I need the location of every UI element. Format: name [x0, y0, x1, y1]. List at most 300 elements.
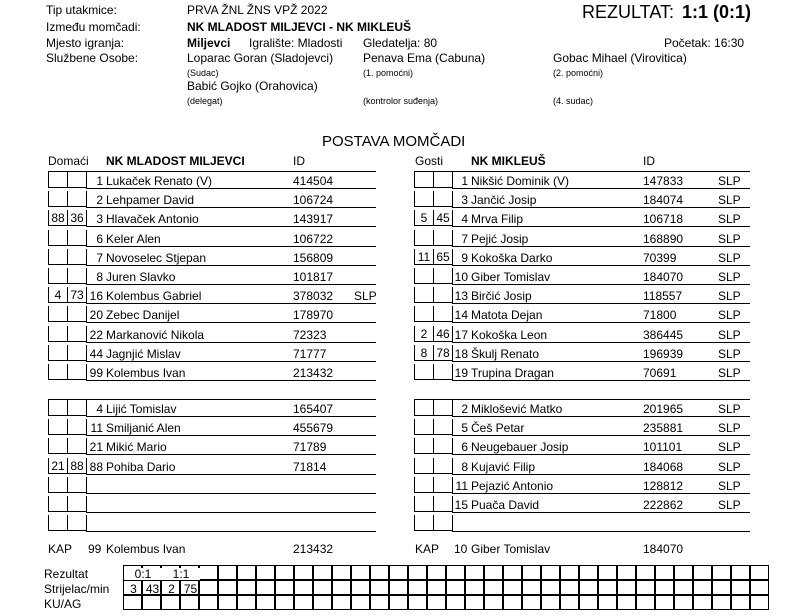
away-row-line	[452, 226, 750, 227]
stats-cell	[237, 565, 256, 580]
home-captain-name: Kolembus Ivan	[106, 542, 186, 556]
away-player-id: 147833	[643, 174, 684, 188]
home-sub-out-cell	[67, 326, 86, 342]
delegate-name: Babić Gojko (Orahovica)	[187, 79, 318, 93]
away-sub-in-cell: 8	[414, 345, 433, 361]
away-player-number: 6	[461, 440, 468, 454]
away-captain-number: 10	[454, 542, 468, 556]
stats-cell	[218, 595, 237, 610]
home-row-line	[86, 246, 376, 247]
stats-cell	[579, 580, 598, 595]
stats-cell	[389, 580, 408, 595]
away-player-name: Miklošević Matko	[471, 402, 563, 416]
away-team-name: NK MIKLEUŠ	[471, 154, 546, 168]
stats-cell	[370, 565, 389, 580]
home-sub-in-cell	[48, 419, 67, 435]
home-player-id: 165407	[293, 402, 334, 416]
away-player-note: SLP	[718, 366, 741, 380]
home-row-line	[86, 342, 376, 343]
home-player-name: Mikić Mario	[106, 440, 167, 454]
away-player-number: 2	[461, 402, 468, 416]
scorer-value: 75	[183, 582, 198, 596]
referee-name: Loparac Goran (Sladojevci)	[187, 51, 334, 65]
stats-cell	[370, 595, 389, 610]
away-sub-in-cell	[414, 230, 433, 246]
stats-cell	[313, 580, 332, 595]
stats-cell	[123, 595, 142, 610]
away-sub-out-cell	[433, 438, 452, 454]
stats-cell	[465, 595, 484, 610]
away-sub-in-cell	[414, 419, 433, 435]
away-row-line	[452, 454, 750, 455]
home-player-number: 4	[96, 402, 103, 416]
home-player-name: Markanović Nikola	[106, 328, 205, 342]
away-player-note: SLP	[718, 232, 741, 246]
delegate-role: (delegat)	[187, 96, 223, 106]
home-player-number: 3	[96, 212, 103, 226]
stats-cell	[579, 595, 598, 610]
stats-cell	[560, 595, 579, 610]
home-row-line	[86, 474, 376, 475]
away-sub-in-cell	[414, 477, 433, 493]
stats-cell	[351, 565, 370, 580]
home-player-number: 20	[89, 308, 103, 322]
away-row-line	[452, 493, 750, 494]
away-sub-out-cell	[433, 496, 452, 512]
home-player-name: Pohiba Dario	[106, 460, 176, 474]
home-player-number: 2	[96, 193, 103, 207]
ku-ag-row-label: KU/AG	[44, 597, 82, 611]
stats-cell	[427, 580, 446, 595]
away-player-id: 118557	[643, 289, 683, 303]
home-player-number: 6	[96, 232, 103, 246]
competition-name: PRVA ŽNL ŽNS VPŽ 2022	[187, 3, 328, 17]
assistant1-role: (1. pomoćni)	[363, 68, 414, 78]
away-player-note: SLP	[718, 421, 741, 435]
stats-cell	[484, 565, 503, 580]
away-player-note: SLP	[718, 289, 741, 303]
home-side-label: Domaći	[48, 154, 89, 168]
away-sub-out-cell: 46	[433, 326, 452, 342]
scorer-value: 43	[145, 582, 160, 596]
scorer-value: 3	[130, 582, 137, 596]
home-sub-out-cell	[67, 268, 86, 284]
stats-cell	[446, 580, 465, 595]
home-sub-in-cell: 88	[48, 210, 67, 226]
home-player-id: 178970	[293, 308, 334, 322]
away-sub-in-cell	[414, 496, 433, 512]
away-row-line	[452, 435, 750, 436]
away-sub-out-cell	[433, 191, 452, 207]
home-player-number: 7	[96, 251, 103, 265]
final-result: 1:1 (0:1)	[682, 2, 752, 22]
stats-cell	[199, 565, 218, 580]
away-player-number: 14	[454, 308, 468, 322]
home-sub-in-cell	[48, 364, 67, 380]
stats-cell	[636, 580, 655, 595]
stats-cell	[332, 580, 351, 595]
stats-cell	[598, 595, 617, 610]
stats-cell	[484, 580, 503, 595]
home-player-name: Zebec Danijel	[106, 308, 180, 322]
home-player-id: 455679	[293, 421, 334, 435]
home-player-name: Jagnjić Mislav	[106, 347, 181, 361]
home-row-line	[86, 380, 376, 381]
stats-cell	[142, 595, 161, 610]
away-sub-out-cell: 78	[433, 345, 452, 361]
home-sub-out-cell	[67, 345, 86, 361]
away-sub-in-cell	[414, 515, 433, 531]
home-group-top-line	[48, 171, 376, 172]
stats-cell	[503, 565, 522, 580]
away-player-id: 222862	[643, 498, 684, 512]
stats-cell	[674, 595, 693, 610]
stats-cell	[579, 565, 598, 580]
away-player-note: SLP	[718, 440, 741, 454]
away-player-name: Birčić Josip	[471, 289, 532, 303]
assistant2-name: Gobac Mihael (Virovitica)	[553, 51, 687, 65]
stats-cell	[617, 580, 636, 595]
home-sub-out-cell	[67, 249, 86, 265]
stats-cell	[712, 580, 731, 595]
away-player-name: Jančić Josip	[471, 193, 537, 207]
home-player-id: 101817	[293, 270, 334, 284]
away-row-line	[452, 246, 750, 247]
home-sub-in-cell	[48, 496, 67, 512]
away-sub-in-cell: 11	[414, 249, 433, 265]
away-player-number: 5	[461, 421, 468, 435]
away-player-id: 101101	[643, 440, 683, 454]
home-sub-out-cell	[67, 438, 86, 454]
stats-cell	[750, 580, 769, 595]
away-row-line	[452, 531, 750, 532]
stats-cell	[693, 565, 712, 580]
venue-label: Mjesto igranja:	[46, 36, 125, 50]
home-id-header: ID	[293, 154, 305, 168]
stats-cell	[218, 565, 237, 580]
stats-cell	[237, 595, 256, 610]
away-player-note: SLP	[718, 193, 741, 207]
home-sub-in-cell	[48, 268, 67, 284]
stats-cell	[256, 565, 275, 580]
stats-cell	[446, 595, 465, 610]
home-sub-out-cell	[67, 191, 86, 207]
home-sub-in-cell	[48, 477, 67, 493]
away-player-number: 19	[454, 366, 468, 380]
home-sub-out-cell: 88	[67, 458, 86, 474]
away-row-line	[452, 284, 750, 285]
stats-cell	[541, 580, 560, 595]
away-player-name: Trupina Dragan	[471, 366, 554, 380]
home-player-number: 44	[89, 347, 103, 361]
away-row-line	[452, 207, 750, 208]
away-sub-in-cell	[414, 458, 433, 474]
assistant2-role: (2. pomoćni)	[553, 68, 604, 78]
away-row-line	[452, 380, 750, 381]
away-sub-out-cell	[433, 230, 452, 246]
home-player-id: 414504	[293, 174, 334, 188]
away-row-line	[452, 512, 750, 513]
stats-cell	[655, 580, 674, 595]
result-row-label: Rezultat	[44, 567, 89, 581]
home-player-name: Juren Slavko	[106, 270, 176, 284]
home-row-line	[86, 322, 376, 323]
away-row-line	[452, 188, 750, 189]
home-player-name: Lijić Tomislav	[106, 402, 177, 416]
away-player-note: SLP	[718, 498, 741, 512]
home-sub-out-cell: 36	[67, 210, 86, 226]
stats-cell	[199, 580, 218, 595]
away-player-number: 3	[461, 193, 468, 207]
home-sub-in-cell	[48, 191, 67, 207]
home-row-line	[86, 207, 376, 208]
stats-cell	[560, 565, 579, 580]
away-cell-divider	[452, 515, 472, 531]
home-player-id: 71777	[293, 347, 327, 361]
home-sub-in-cell	[48, 306, 67, 322]
home-player-id: 72323	[293, 328, 327, 342]
away-sub-out-cell: 45	[433, 210, 452, 226]
away-player-number: 10	[454, 270, 468, 284]
away-player-number: 13	[454, 289, 468, 303]
away-group-top-line	[414, 399, 750, 400]
stats-cell	[294, 565, 313, 580]
fourth-official-role: (4. sudac)	[553, 96, 594, 106]
stats-cell	[750, 565, 769, 580]
away-player-note: SLP	[718, 212, 741, 226]
away-id-header: ID	[643, 154, 655, 168]
home-sub-out-cell	[67, 419, 86, 435]
venue: Miljevci	[187, 36, 231, 50]
away-sub-in-cell: 5	[414, 210, 433, 226]
away-row-line	[452, 474, 750, 475]
stats-cell	[408, 595, 427, 610]
away-player-name: Neugebauer Josip	[471, 440, 569, 454]
home-group-top-line	[48, 399, 376, 400]
away-sub-out-cell	[433, 268, 452, 284]
away-player-id: 106718	[643, 212, 684, 226]
home-player-name: Hlavaček Antonio	[106, 212, 199, 226]
home-captain-id: 213432	[293, 542, 334, 556]
home-sub-in-cell	[48, 400, 67, 416]
home-sub-in-cell	[48, 438, 67, 454]
away-player-id: 184068	[643, 460, 684, 474]
home-sub-in-cell	[48, 326, 67, 342]
away-player-name: Češ Petar	[471, 421, 525, 435]
home-row-line	[86, 454, 376, 455]
match-teams: NK MLADOST MILJEVCI - NK MIKLEUŠ	[187, 20, 411, 34]
away-side-label: Gosti	[415, 154, 444, 168]
away-player-id: 71800	[643, 308, 677, 322]
home-sub-in-cell	[48, 515, 67, 531]
away-player-id: 70399	[643, 251, 677, 265]
home-team-name: NK MLADOST MILJEVCI	[106, 154, 245, 168]
home-player-id: 156809	[293, 251, 334, 265]
stats-cell	[351, 595, 370, 610]
teams-label: Između momčadi:	[46, 20, 141, 34]
home-player-id: 71789	[293, 440, 327, 454]
stats-cell	[294, 580, 313, 595]
scorer-value: 2	[168, 582, 175, 596]
away-row-line	[452, 342, 750, 343]
away-player-id: 235881	[643, 421, 684, 435]
away-group-top-line	[414, 171, 750, 172]
home-sub-in-cell: 4	[48, 287, 67, 303]
away-player-note: SLP	[718, 270, 741, 284]
away-sub-out-cell	[433, 458, 452, 474]
away-player-note: SLP	[718, 460, 741, 474]
home-sub-out-cell	[67, 230, 86, 246]
home-sub-in-cell	[48, 249, 67, 265]
stats-cell	[237, 580, 256, 595]
home-player-id: 143917	[293, 212, 334, 226]
home-player-name: Smiljanić Alen	[106, 421, 181, 435]
ground: Igralište: Mladosti	[249, 36, 343, 50]
lineup-title: POSTAVA MOMČADI	[322, 133, 466, 150]
away-row-line	[452, 416, 750, 417]
away-player-id: 70691	[643, 366, 677, 380]
away-sub-in-cell	[414, 191, 433, 207]
away-row-line	[452, 265, 750, 266]
away-player-name: Matota Dejan	[471, 308, 543, 322]
home-row-line	[86, 361, 376, 362]
controller-role: (kontrolor suđenja)	[363, 96, 439, 106]
stats-cell	[218, 580, 237, 595]
home-sub-in-cell: 21	[48, 458, 67, 474]
away-player-number: 17	[454, 328, 468, 342]
away-player-note: SLP	[718, 479, 741, 493]
away-sub-in-cell	[414, 268, 433, 284]
away-captain-id: 184070	[643, 542, 684, 556]
scorer-row-label: Strijelac/min	[44, 582, 110, 596]
stats-cell	[693, 595, 712, 610]
result-label: REZULTAT:	[582, 2, 675, 22]
home-captain-label: KAP	[48, 542, 73, 556]
stats-cell	[199, 595, 218, 610]
home-sub-out-cell	[67, 306, 86, 322]
home-sub-out-cell	[67, 172, 86, 188]
home-row-line	[86, 493, 376, 494]
home-cell-divider	[86, 496, 106, 512]
stats-cell	[370, 580, 389, 595]
away-sub-out-cell	[433, 364, 452, 380]
stats-cell	[446, 565, 465, 580]
home-row-line	[86, 303, 376, 304]
home-player-id: 106722	[293, 232, 334, 246]
away-sub-out-cell	[433, 287, 452, 303]
home-row-line	[86, 226, 376, 227]
stats-cell	[541, 595, 560, 610]
home-row-line	[86, 416, 376, 417]
away-sub-in-cell: 2	[414, 326, 433, 342]
home-row-line	[86, 435, 376, 436]
away-player-name: Pejazić Antonio	[471, 479, 554, 493]
stats-cell	[332, 565, 351, 580]
stats-cell	[275, 595, 294, 610]
away-player-number: 7	[461, 232, 468, 246]
stats-cell	[313, 595, 332, 610]
stats-cell	[332, 595, 351, 610]
away-player-note: SLP	[718, 402, 741, 416]
home-row-line	[86, 188, 376, 189]
home-player-number: 88	[89, 460, 103, 474]
home-player-note: SLP	[354, 289, 377, 303]
away-row-line	[452, 361, 750, 362]
stats-cell	[389, 565, 408, 580]
officials-label: Službene Osobe:	[46, 51, 139, 65]
home-player-number: 16	[89, 289, 103, 303]
home-sub-out-cell: 73	[67, 287, 86, 303]
away-player-id: 128812	[643, 479, 684, 493]
stats-cell	[427, 595, 446, 610]
stats-cell	[655, 565, 674, 580]
stats-cell	[712, 595, 731, 610]
stats-cell	[275, 565, 294, 580]
home-sub-out-cell	[67, 477, 86, 493]
stats-cell	[617, 565, 636, 580]
stats-cell	[351, 580, 370, 595]
home-player-name: Kolembus Gabriel	[106, 289, 202, 303]
away-sub-in-cell	[414, 287, 433, 303]
home-player-number: 11	[90, 421, 103, 435]
stats-cell	[294, 595, 313, 610]
away-player-id: 386445	[643, 328, 684, 342]
away-player-number: 1	[461, 174, 468, 188]
home-player-number: 8	[96, 270, 103, 284]
away-player-id: 184070	[643, 270, 684, 284]
away-player-id: 196939	[643, 347, 684, 361]
stats-cell	[731, 580, 750, 595]
stats-cell	[541, 565, 560, 580]
home-sub-out-cell	[67, 400, 86, 416]
home-sub-out-cell	[67, 515, 86, 531]
away-player-name: Mrva Filip	[471, 212, 524, 226]
stats-cell	[674, 565, 693, 580]
home-player-id: 71814	[293, 460, 327, 474]
home-sub-in-cell	[48, 230, 67, 246]
away-player-number: 11	[455, 479, 468, 493]
stats-cell	[674, 580, 693, 595]
stats-cell	[636, 565, 655, 580]
away-player-name: Nikšić Dominik (V)	[471, 174, 570, 188]
away-player-number: 8	[461, 460, 468, 474]
away-captain-name: Giber Tomislav	[471, 542, 551, 556]
stats-cell	[465, 565, 484, 580]
away-sub-out-cell	[433, 306, 452, 322]
stats-cell	[313, 565, 332, 580]
stats-cell	[503, 595, 522, 610]
stats-cell	[522, 580, 541, 595]
away-captain-label: KAP	[415, 542, 440, 556]
home-player-name: Lukaček Renato (V)	[106, 174, 213, 188]
stats-cell	[522, 565, 541, 580]
away-player-id: 168890	[643, 232, 684, 246]
away-sub-in-cell	[414, 438, 433, 454]
away-player-note: SLP	[718, 347, 741, 361]
stats-cell	[465, 580, 484, 595]
away-player-number: 4	[461, 212, 468, 226]
stats-cell	[617, 595, 636, 610]
away-player-id: 184074	[643, 193, 684, 207]
home-player-number: 99	[89, 366, 103, 380]
home-player-name: Kolembus Ivan	[106, 366, 186, 380]
stats-cell	[750, 595, 769, 610]
away-sub-in-cell	[414, 400, 433, 416]
away-sub-out-cell: 65	[433, 249, 452, 265]
away-player-number: 15	[454, 498, 468, 512]
stats-cell	[655, 595, 674, 610]
stats-cell	[180, 595, 199, 610]
